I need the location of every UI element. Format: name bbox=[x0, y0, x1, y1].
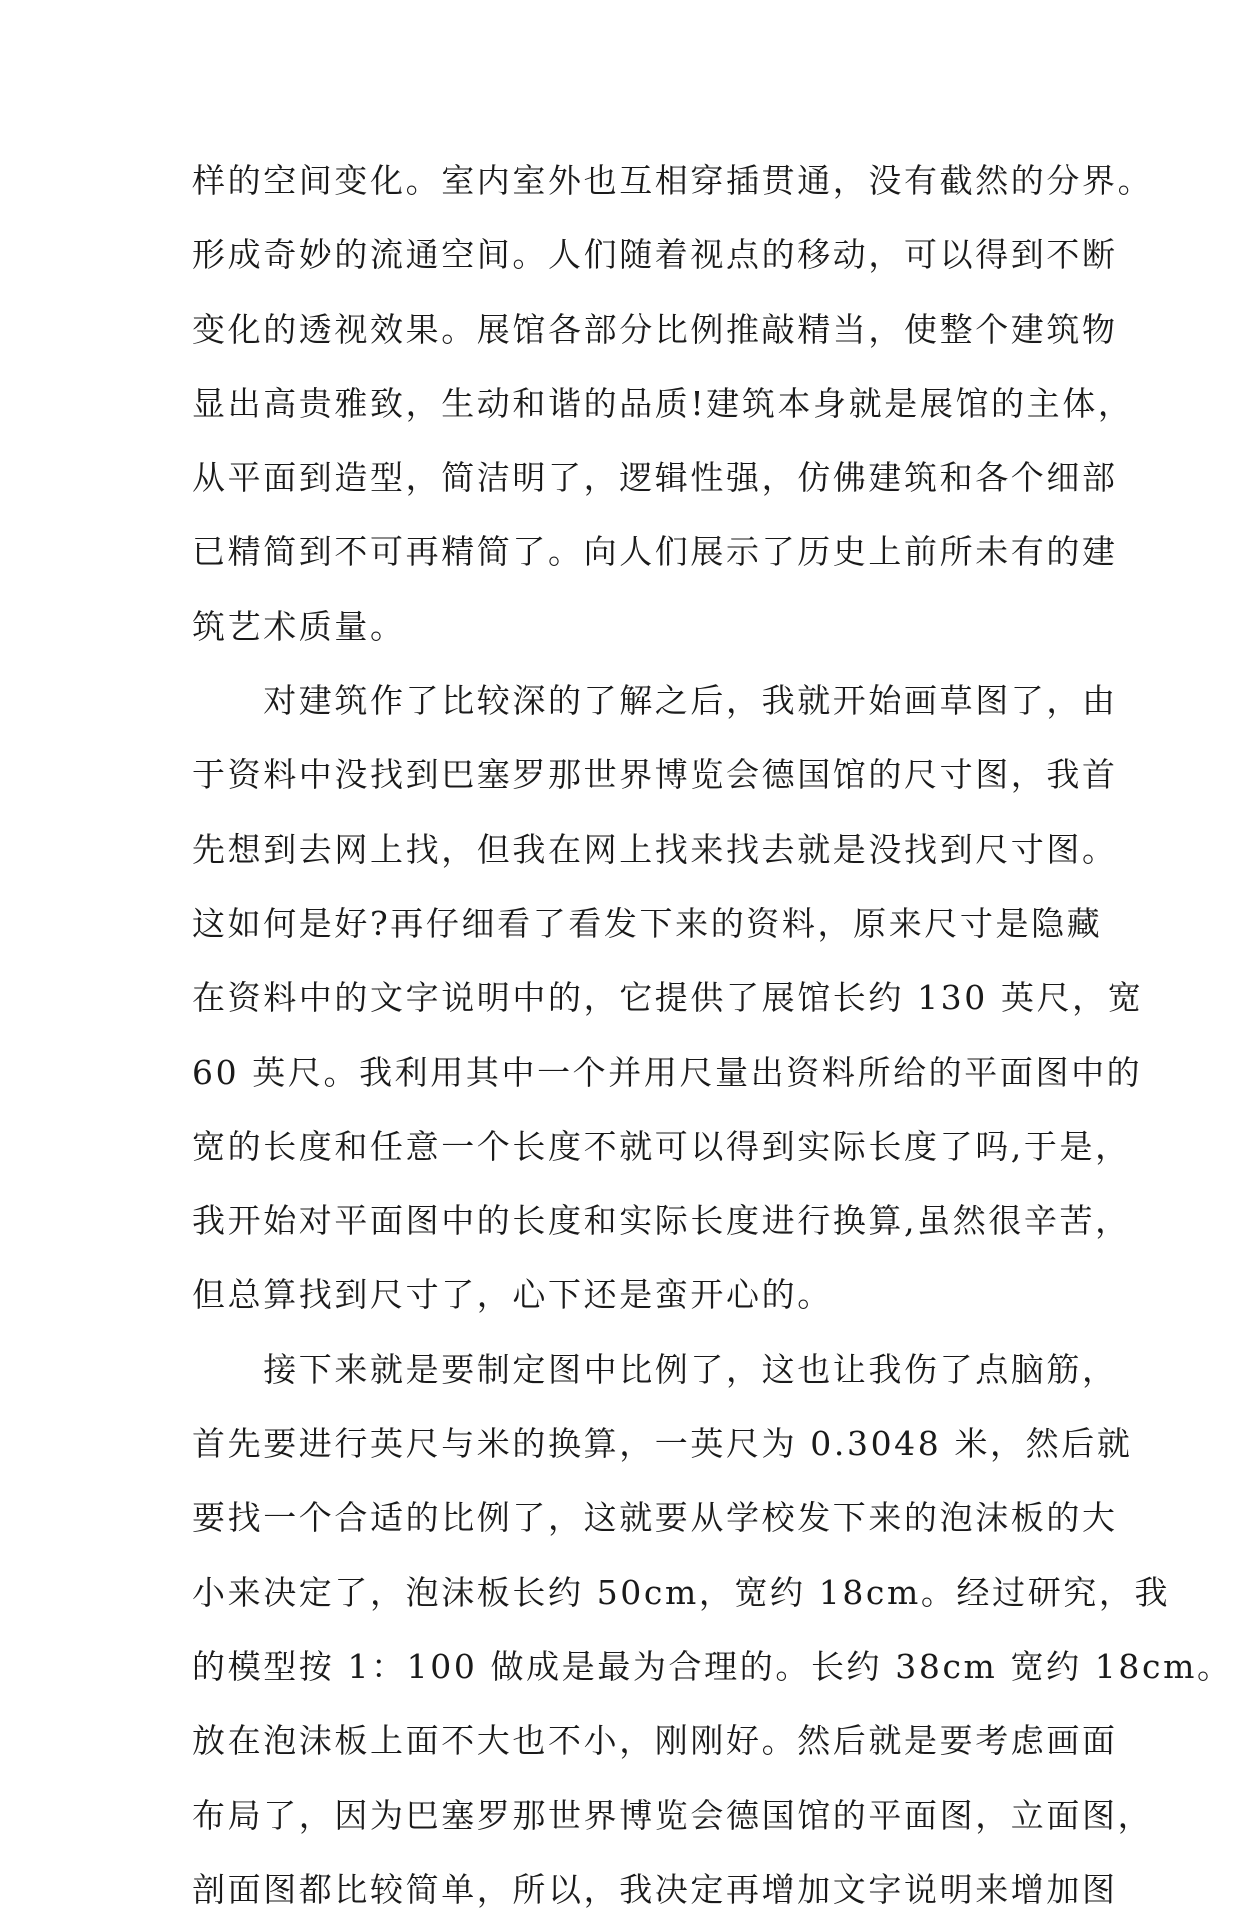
text-line: 首先要进行英尺与米的换算，一英尺为 0.3048 米，然后就 bbox=[192, 1424, 1133, 1464]
text-line: 样的空间变化。室内室外也互相穿插贯通，没有截然的分界。 bbox=[192, 161, 1154, 200]
text-line: 形成奇妙的流通空间。人们随着视点的移动，可以得到不断 bbox=[192, 235, 1118, 275]
text-line: 放在泡沫板上面不大也不小，刚刚好。然后就是要考虑画面 bbox=[192, 1721, 1118, 1761]
text-line: 显出高贵雅致，生动和谐的品质!建筑本身就是展馆的主体， bbox=[192, 383, 1134, 423]
text-line: 在资料中的文字说明中的，它提供了展馆长约 130 英尺，宽 bbox=[192, 978, 1144, 1018]
text-line: 接下来就是要制定图中比例了，这也让我伤了点脑筋， bbox=[192, 1349, 1118, 1389]
text-line: 于资料中没找到巴塞罗那世界博览会德国馆的尺寸图，我首 bbox=[192, 755, 1118, 795]
text-line: 小来决定了，泡沫板长约 50cm，宽约 18cm。经过研究，我 bbox=[192, 1572, 1171, 1612]
text-line: 这如何是好?再仔细看了看发下来的资料，原来尺寸是隐藏 bbox=[192, 903, 1103, 943]
text-line: 从平面到造型，简洁明了，逻辑性强，仿佛建筑和各个细部 bbox=[192, 458, 1118, 498]
text-line: 先想到去网上找，但我在网上找来找去就是没找到尺寸图。 bbox=[192, 829, 1118, 869]
text-line: 要找一个合适的比例了，这就要从学校发下来的泡沫板的大 bbox=[192, 1498, 1118, 1538]
text-line: 筑艺术质量。 bbox=[192, 606, 406, 646]
text-line: 布局了，因为巴塞罗那世界博览会德国馆的平面图，立面图， bbox=[192, 1795, 1154, 1835]
text-line: 的模型按 1：100 做成是最为合理的。长约 38cm 宽约 18cm。 bbox=[192, 1646, 1233, 1686]
text-line: 变化的透视效果。展馆各部分比例推敲精当，使整个建筑物 bbox=[192, 309, 1118, 349]
text-line: 宽的长度和任意一个长度不就可以得到实际长度了吗,于是， bbox=[192, 1126, 1131, 1166]
text-line: 但总算找到尺寸了，心下还是蛮开心的。 bbox=[192, 1275, 833, 1315]
text-line: 对建筑作了比较深的了解之后，我就开始画草图了，由 bbox=[192, 681, 1118, 721]
text-line: 已精简到不可再精简了。向人们展示了历史上前所未有的建 bbox=[192, 532, 1118, 572]
text-line: 60 英尺。我利用其中一个并用尺量出资料所给的平面图中的 bbox=[192, 1052, 1143, 1092]
text-line: 剖面图都比较简单，所以，我决定再增加文字说明来增加图 bbox=[192, 1869, 1118, 1909]
text-line: 我开始对平面图中的长度和实际长度进行换算,虽然很辛苦， bbox=[192, 1201, 1131, 1241]
body-text bbox=[192, 144, 1233, 1927]
